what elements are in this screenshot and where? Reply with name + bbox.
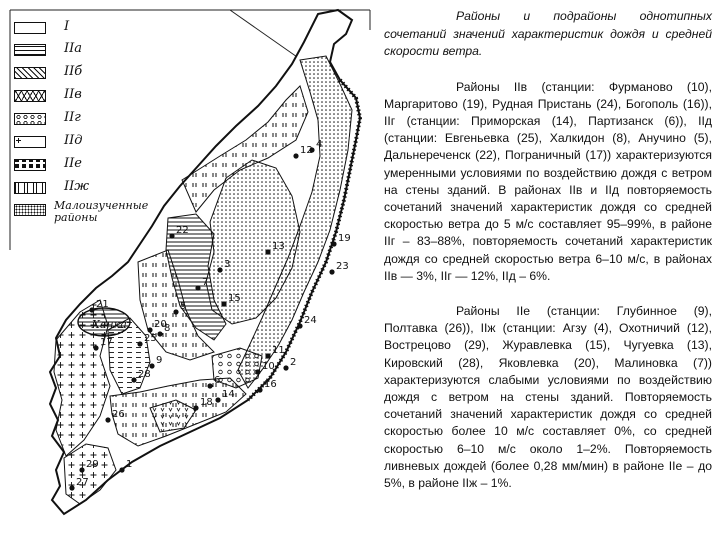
station-number: 27 [76, 477, 89, 488]
legend-swatch [14, 136, 46, 148]
legend-label: IIе [64, 156, 82, 171]
station-marker [193, 405, 198, 410]
legend-label: I [64, 19, 70, 34]
legend-label: IIг [64, 110, 81, 125]
legend-item [14, 110, 154, 129]
station-number: 22 [176, 225, 189, 236]
legend-label: Малоизученные районы [54, 199, 149, 224]
station-marker [137, 341, 142, 346]
legend-swatch [14, 182, 46, 194]
station-number: 6 [214, 375, 221, 386]
station-number: 9 [156, 355, 163, 366]
station-marker [257, 387, 262, 392]
station-number: 24 [304, 315, 317, 326]
station-number: 23 [336, 261, 349, 272]
station-number: 8 [164, 323, 171, 334]
station-marker [283, 365, 288, 370]
legend-label: IIд [64, 133, 83, 148]
station-number: 29 [86, 459, 99, 470]
legend-swatch [14, 67, 46, 79]
station-marker [215, 397, 220, 402]
station-marker [89, 307, 94, 312]
legend-swatch [14, 113, 46, 125]
legend-swatch [14, 90, 46, 102]
legend-label: IIб [64, 64, 83, 79]
paragraph-1: Районы IIв (станции: Фурманово (10), Маргаритово (19), Рудная Пристань (24), Богополь (16)), IIг (станции: Приморская (14), Партизанск (6)), IIд (станции: Евгеньевка (25), Халкидон (8), Анучино (5), Дальнереченск (22), Пограничный (17)) характеризуются умеренными условиями по воздействию дождя с ветром на стены зданий. В районах IIв и IIд повторяемость сочетаний значений характеристик дождя со средней скоростью ветра до 5 м/с составляет 95–99%, в районе IIг – 83–88%, повторяемость сочетаний характеристик дождя со средней скоростью ветра 6–10 м/с, в районах IIв — 3%, IIг — 12%, IIд – 6%. [384, 79, 712, 283]
station-number: 5 [180, 301, 187, 312]
station-marker [217, 267, 222, 272]
station-marker [157, 331, 162, 336]
station-number: 11 [272, 345, 285, 356]
station-number: 16 [264, 379, 277, 390]
legend-item [14, 64, 154, 83]
station-marker [93, 345, 98, 350]
station-number: 15 [228, 293, 241, 304]
station-number: 10 [262, 361, 275, 372]
station-number: 20 [154, 319, 167, 330]
legend-label: IIж [64, 179, 90, 194]
legend-item [14, 199, 154, 224]
station-number: 25 [144, 333, 157, 344]
legend-swatch [14, 22, 46, 34]
station-marker [297, 323, 302, 328]
legend-swatch [14, 204, 46, 216]
station-marker [147, 327, 152, 332]
station-number: 12 [300, 145, 313, 156]
station-marker [221, 301, 226, 306]
station-number: 2 [290, 357, 297, 368]
station-number: 18 [200, 397, 213, 408]
station-marker [105, 417, 110, 422]
legend-item [14, 19, 154, 38]
station-marker [169, 233, 174, 238]
station-number: 13 [272, 241, 285, 252]
station-marker [131, 377, 136, 382]
station-number: 1 [126, 459, 133, 470]
station-marker [265, 249, 270, 254]
legend-item [14, 156, 154, 175]
station-number: 19 [338, 233, 351, 244]
legend-item [14, 41, 154, 60]
station-number: 14 [222, 389, 235, 400]
legend-item [14, 87, 154, 106]
station-marker [331, 241, 336, 246]
station-marker [207, 383, 212, 388]
station-number: 7 [202, 277, 209, 288]
paragraph-2: Районы IIе (станции: Глубинное (9), Полтавка (26)), IIж (станции: Агзу (4), Охотничий (12), Вострецово (29), Журавлевка (15), Чугуевка (13), Кировский (28), Яковлевка (20), Малиновка (7)) характеризуются слабыми условиями по воздействию дождя с ветром на стены зданий. Повторяемость сочетаний значений характеристик дождя со средней скоростью более 10 м/с составляет 0%, со средней скоростью 6–10 м/с около 1–2%. Повторяемость ливневых дождей (более 0,28 мм/мин) в районе IIе – до 5%, в районе IIж – 1%. [384, 303, 712, 490]
station-marker [255, 369, 260, 374]
legend-swatch [14, 159, 46, 171]
station-marker [293, 153, 298, 158]
legend-item [14, 179, 154, 198]
text-panel [384, 8, 712, 510]
zone-plus-south [64, 444, 116, 504]
station-marker [69, 485, 74, 490]
lake-label: Ханка [92, 318, 127, 331]
station-number: 4 [316, 139, 323, 150]
station-number: 26 [112, 409, 125, 420]
figure-caption: Районы и подрайоны однотипных сочетаний значений характеристик дождя и средней скорости ветра. [384, 9, 712, 58]
station-marker [265, 353, 270, 358]
station-marker [79, 467, 84, 472]
legend-label: IIа [64, 41, 83, 56]
station-marker [119, 467, 124, 472]
station-number: 28 [138, 369, 151, 380]
station-marker [329, 269, 334, 274]
station-number: 21 [96, 299, 109, 310]
legend-swatch [14, 44, 46, 56]
station-marker [149, 363, 154, 368]
station-number: 3 [224, 259, 231, 270]
legend-label: IIв [64, 87, 82, 102]
legend-item [14, 133, 154, 152]
station-marker [173, 309, 178, 314]
station-marker [195, 285, 200, 290]
station-number: 17 [100, 337, 113, 348]
